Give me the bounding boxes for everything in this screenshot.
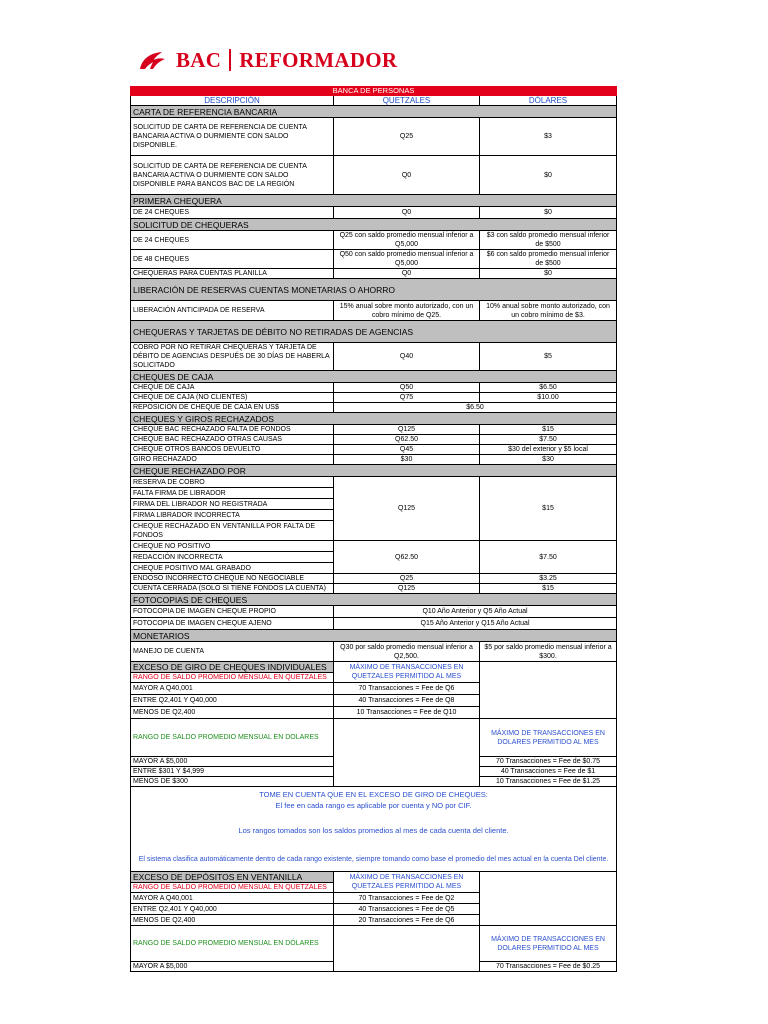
section-header: PRIMERA CHEQUERA: [131, 195, 617, 207]
table-row: ENTRE $301 Y $4,999 40 Transacciones = Fee de $1: [131, 767, 617, 777]
table-row: [131, 872, 617, 883]
table-row: FIRMA LIBRADOR INCORRECTA: [131, 510, 617, 521]
table-row: CUENTA CERRADA (SOLO SI TIENE FONDOS LA CUENTA) Q125 $15: [131, 584, 617, 594]
table-row: REPOSICIÓN DE CHEQUE DE CAJA EN US$ $6.50: [131, 403, 617, 413]
table-row: CHEQUE DE CAJA Q50 $6.50: [131, 383, 617, 393]
table-row: CHEQUE NO POSITIVO Q62.50 $7.50: [131, 541, 617, 552]
fee-table: [130, 86, 617, 972]
bac-eagle-icon: [138, 49, 168, 71]
note-4: El sistema clasifica automáticamente dentro de cada rango existente, siempre tomando como base el promedio del mes actual en la cuenta Del cliente.: [138, 856, 609, 863]
table-row: ENTRE Q2,401 Y Q40,000 40 Transacciones = Fee de Q5: [131, 904, 617, 915]
section-header: SOLICITUD DE CHEQUERAS: [131, 219, 617, 231]
table-title-row: [131, 87, 617, 96]
section-header: CHEQUES Y GIROS RECHAZADOS: [131, 413, 617, 425]
brand-separator: [229, 49, 231, 71]
brand-bac: BAC: [176, 47, 222, 72]
table-row: CHEQUERAS PARA CUENTAS PLANILLA Q0 $0: [131, 269, 617, 279]
table-row: MAYOR A Q40,001 70 Transacciones = Fee de Q6: [131, 683, 617, 695]
table-row: MAYOR A $5,000 70 Transacciones = Fee de $0.25: [131, 962, 617, 972]
table-row: MENOS DE $300 10 Transacciones = Fee de $1.25: [131, 777, 617, 787]
table-row: DE 24 CHEQUES Q25 con saldo promedio mensual inferior a Q5,000 $3 con saldo promedio mensual inferior de $500: [131, 231, 617, 250]
col-quetzales: QUETZALES: [334, 96, 480, 106]
table-row: FIRMA DEL LIBRADOR NO REGISTRADA: [131, 499, 617, 510]
table-row: CHEQUE BAC RECHAZADO OTRAS CAUSAS Q62.50 $7.50: [131, 435, 617, 445]
table-row: ENTRE Q2,401 Y Q40,000 40 Transacciones = Fee de Q8: [131, 695, 617, 707]
range-dolares-header: RANGO DE SALDO PROMEDIO MENSUAL EN DOLARES: [131, 719, 334, 757]
col-descripcion: DESCRIPCIÓN: [131, 96, 334, 106]
section-header: CARTA DE REFERENCIA BANCARIA: [131, 106, 617, 118]
table-row: FOTOCOPIA DE IMAGEN CHEQUE PROPIO Q10 Año Anterior y Q5 Año Actual: [131, 606, 617, 618]
section-header: CHEQUE RECHAZADO POR: [131, 465, 617, 477]
fee-schedule: [130, 86, 616, 972]
table-row: FALTA FIRMA DE LIBRADOR: [131, 488, 617, 499]
table-row: SOLICITUD DE CARTA DE REFERENCIA DE CUENTA BANCARIA ACTIVA O DURMIENTE CON SALDO DISPONIBLE PARA BANCOS BAC DE LA REGIÓN Q0 $0: [131, 156, 617, 195]
section-header: LIBERACIÓN DE RESERVAS CUENTAS MONETARIAS O AHORRO: [131, 279, 617, 301]
table-row: MENOS DE Q2,400 20 Transacciones = Fee de Q6: [131, 915, 617, 926]
notes-block: [131, 787, 617, 872]
table-row: CHEQUE POSITIVO MAL GRABADO: [131, 563, 617, 574]
table-row: COBRO POR NO RETIRAR CHEQUERAS Y TARJETA DE DÉBITO DE AGENCIAS DESPUÉS DE 30 DÍAS DE HABERLA SOLICITADO Q40 $5: [131, 343, 617, 371]
note-3: Los rangos tomados son los saldos promedios al mes de cada cuenta del cliente.: [238, 826, 509, 835]
max-quetzales-header: MÁXIMO DE TRANSACCIONES EN QUETZALES PERMITIDO AL MES: [334, 662, 480, 683]
table-row: [131, 662, 617, 673]
section-header: EXCESO DE DEPÓSITOS EN VENTANILLA: [131, 872, 334, 883]
max-quetzales-header: MÁXIMO DE TRANSACCIONES EN QUETZALES PERMITIDO AL MES: [334, 872, 480, 893]
table-row: SOLICITUD DE CARTA DE REFERENCIA DE CUENTA BANCARIA ACTIVA O DURMIENTE CON SALDO DISPONIBLE. Q25 $3: [131, 118, 617, 156]
table-row: DE 48 CHEQUES Q50 con saldo promedio mensual inferior a Q5,000 $6 con saldo promedio mensual inferior de $500: [131, 250, 617, 269]
range-quetzales-header: RANGO DE SALDO PROMEDIO MENSUAL EN QUETZALES: [131, 673, 334, 683]
table-title: BANCA DE PERSONAS: [131, 87, 617, 96]
table-row: CHEQUE OTROS BANCOS DEVUELTO Q45 $30 del exterior y $5 local: [131, 445, 617, 455]
range-quetzales-header: RANGO DE SALDO PROMEDIO MENSUAL EN QUETZALES: [131, 883, 334, 893]
table-row: FOTOCOPIA DE IMAGEN CHEQUE AJENO Q15 Año Anterior y Q15 Año Actual: [131, 618, 617, 630]
table-row: MAYOR A Q40,001 70 Transacciones = Fee de Q2: [131, 893, 617, 904]
column-header-row: [131, 96, 617, 106]
table-row: RESERVA DE COBRO Q125 $15: [131, 477, 617, 488]
max-dolares-header: MÁXIMO DE TRANSACCIONES EN DOLARES PERMITIDO AL MES: [480, 719, 617, 757]
table-row: MANEJO DE CUENTA Q30 por saldo promedio mensual inferior a Q2,500. $5 por saldo promedio mensual inferior a $300.: [131, 642, 617, 662]
section-header: MONETARIOS: [131, 630, 617, 642]
table-row: LIBERACIÓN ANTICIPADA DE RESERVA 15% anual sobre monto autorizado, con un cobro mínimo de Q25. 10% anual sobre monto autorizado, con un cobro mínimo de $3.: [131, 301, 617, 321]
table-row: ENDOSO INCORRECTO CHEQUE NO NEGOCIABLE Q25 $3.25: [131, 574, 617, 584]
table-row: MAYOR A $5,000 70 Transacciones = Fee de $0.75: [131, 757, 617, 767]
table-row: CHEQUE BAC RECHAZADO FALTA DE FONDOS Q125 $15: [131, 425, 617, 435]
table-row: [131, 719, 617, 757]
table-row: CHEQUE DE CAJA (NO CLIENTES) Q75 $10.00: [131, 393, 617, 403]
brand-reformador: REFORMADOR: [239, 47, 398, 72]
section-header: CHEQUERAS Y TARJETAS DE DÉBITO NO RETIRADAS DE AGENCIAS: [131, 321, 617, 343]
table-row: REDACCIÓN INCORRECTA: [131, 552, 617, 563]
section-header: EXCESO DE GIRO DE CHEQUES INDIVIDUALES: [131, 662, 334, 673]
max-dolares-header: MÁXIMO DE TRANSACCIONES EN DOLARES PERMITIDO AL MES: [480, 926, 617, 962]
table-row: [131, 926, 617, 962]
bank-logo: [138, 46, 397, 74]
range-dolares-header: RANGO DE SALDO PROMEDIO MENSUAL EN DÓLARES: [131, 926, 334, 962]
col-dolares: DÓLARES: [480, 96, 617, 106]
section-header: FOTOCOPIAS DE CHEQUES: [131, 594, 617, 606]
table-row: GIRO RECHAZADO $30 $30: [131, 455, 617, 465]
table-row: CHEQUE RECHAZADO EN VENTANILLA POR FALTA DE FONDOS: [131, 521, 617, 541]
note-1: TOME EN CUENTA QUE EN EL EXCESO DE GIRO DE CHEQUES:: [259, 790, 488, 799]
note-2: El fee en cada rango es aplicable por cuenta y NO por CIF.: [275, 801, 472, 810]
section-header: CHEQUES DE CAJA: [131, 371, 617, 383]
table-row: MENOS DE Q2,400 10 Transacciones = Fee de Q10: [131, 707, 617, 719]
table-row: DE 24 CHEQUES Q0 $0: [131, 207, 617, 219]
